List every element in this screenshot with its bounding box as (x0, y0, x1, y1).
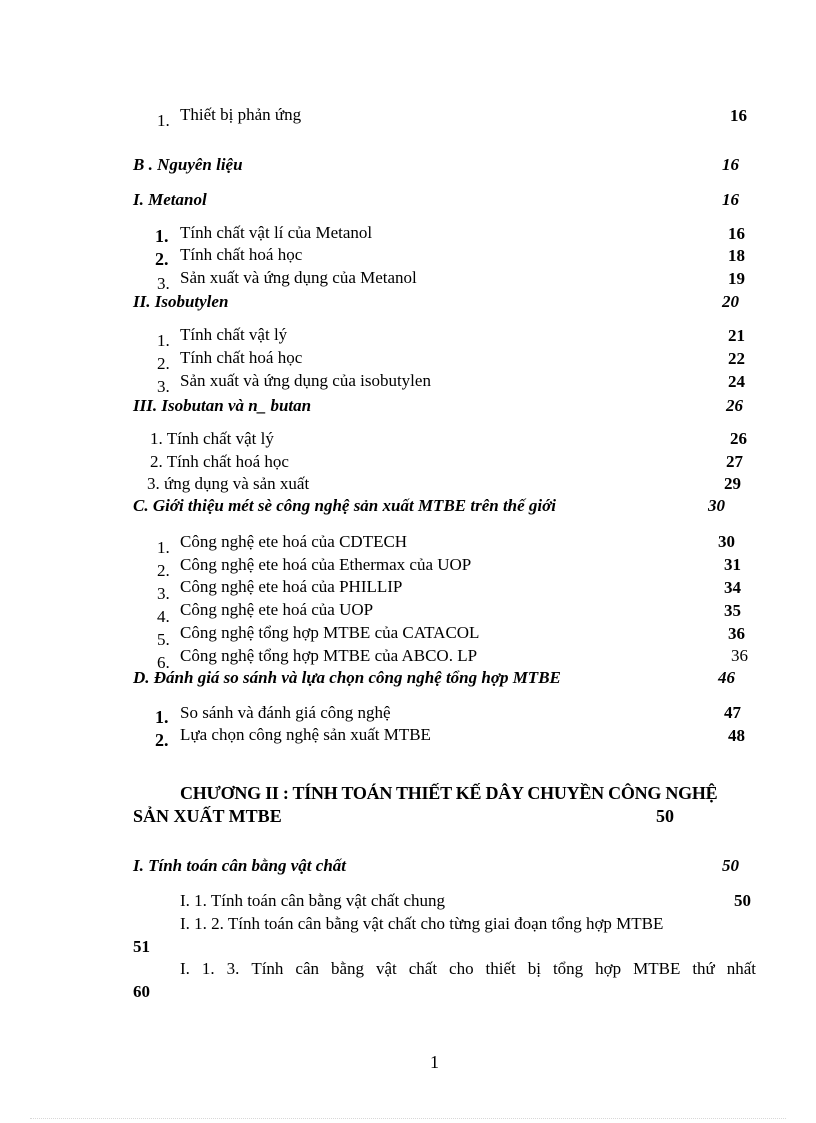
toc-page: 22 (728, 349, 745, 368)
toc-page: 16 (728, 224, 745, 243)
toc-marker: 5. (157, 630, 170, 649)
toc-page: 50 (734, 891, 751, 910)
toc-title: 2. Tính chất hoá học (150, 452, 289, 471)
toc-page: 20 (722, 292, 739, 311)
page-number: 1 (430, 1052, 439, 1072)
toc-section-title: I. Tính toán cân bằng vật chất (133, 856, 347, 875)
toc-marker: 1. (157, 538, 170, 557)
toc-page: 36 (731, 646, 748, 665)
toc-page: 30 (708, 496, 725, 515)
toc-section-title: B . Nguyên liệu (133, 155, 243, 174)
toc-title: Thiết bị phản ứng (180, 105, 302, 124)
toc-page: 60 (133, 982, 150, 1001)
toc-marker: 4. (157, 607, 170, 626)
toc-title: Tính chất hoá học (180, 245, 303, 264)
toc-marker: 1. (155, 707, 169, 727)
toc-page: 50 (722, 856, 739, 875)
toc-marker: 2. (157, 561, 170, 580)
toc-title: Công nghệ ete hoá của UOP (180, 600, 374, 619)
toc-marker: 2. (155, 249, 169, 269)
chapter-title-line1: CHƯƠNG II : TÍNH TOÁN THIẾT KẾ DÂY CHUYỀN CÔNG NGHỆ (180, 783, 718, 803)
toc-page: 30 (718, 532, 735, 551)
toc-title: I. 1. 3. Tính cân bằng vật chất cho thiết bị tổng hợp MTBE thứ nhất (180, 959, 756, 978)
toc-title: Công nghệ ete hoá của Ethermax của UOP (180, 555, 472, 574)
toc-page: 18 (728, 246, 745, 265)
toc-title: 1. Tính chất vật lý (150, 429, 274, 448)
toc-title: Công nghệ ete hoá của CDTECH (180, 532, 408, 551)
chapter-title-line2: SẢN XUẤT MTBE (133, 806, 282, 826)
toc-marker: 3. (157, 377, 170, 396)
toc-title: Lựa chọn công nghệ sản xuất MTBE (180, 725, 431, 744)
toc-page: 26 (726, 396, 743, 415)
toc-marker: 1. (155, 226, 169, 246)
toc-page: 19 (728, 269, 745, 288)
toc-marker: 6. (157, 653, 170, 672)
toc-marker: 2. (155, 730, 169, 750)
toc-title: Công nghệ tổng hợp MTBE của ABCO. LP (180, 646, 478, 665)
toc-title: Sản xuất và ứng dụng của Metanol (180, 268, 417, 287)
toc-page: 16 (730, 106, 747, 125)
toc-marker: 3. (157, 274, 170, 293)
toc-section-title: C. Giới thiệu mét sè công nghệ sản xuất MTBE trên thế giới (133, 496, 556, 515)
toc-title: I. 1. Tính toán cân bằng vật chất chung (180, 891, 445, 910)
toc-page: 51 (133, 937, 150, 956)
chapter-page: 50 (656, 806, 674, 826)
toc-page: 35 (724, 601, 741, 620)
toc-page: 27 (726, 452, 743, 471)
footer-divider (30, 1118, 786, 1119)
toc-title: Tính chất vật lí của Metanol (180, 223, 373, 242)
toc-marker: 1. (157, 111, 170, 130)
toc-page: 16 (722, 155, 739, 174)
toc-title: Tính chất hoá học (180, 348, 303, 367)
toc-section-title: II. Isobutylen (133, 292, 229, 311)
toc-page: 21 (728, 326, 745, 345)
toc-marker: 3. (157, 584, 170, 603)
toc-page: 34 (724, 578, 741, 597)
toc-page: 26 (730, 429, 747, 448)
toc-marker: 1. (157, 331, 170, 350)
toc-page: 31 (724, 555, 741, 574)
toc-page: 36 (728, 624, 745, 643)
toc-page: 29 (724, 474, 741, 493)
toc-page: 46 (718, 668, 735, 687)
toc-title: I. 1. 2. Tính toán cân bằng vật chất cho từng giai đoạn tổng hợp MTBE (180, 914, 664, 933)
toc-title: Sản xuất và ứng dụng của isobutylen (180, 371, 431, 390)
toc-page: 48 (728, 726, 745, 745)
toc-title: Tính chất vật lý (180, 325, 288, 344)
toc-page: 24 (728, 372, 745, 391)
toc-section-title: III. Isobutan và n_ butan (133, 396, 312, 415)
toc-title: 3. ứng dụng và sản xuất (147, 474, 310, 493)
toc-title: Công nghệ ete hoá của PHILLIP (180, 577, 403, 596)
toc-section-title: D. Đánh giá so sánh và lựa chọn công nghệ tổng hợp MTBE (133, 668, 561, 687)
toc-title: So sánh và đánh giá công nghệ (180, 703, 391, 722)
toc-page: 47 (724, 703, 741, 722)
toc-marker: 2. (157, 354, 170, 373)
toc-page: 16 (722, 190, 739, 209)
toc-title: Công nghệ tổng hợp MTBE của CATACOL (180, 623, 480, 642)
toc-section-title: I. Metanol (133, 190, 207, 209)
